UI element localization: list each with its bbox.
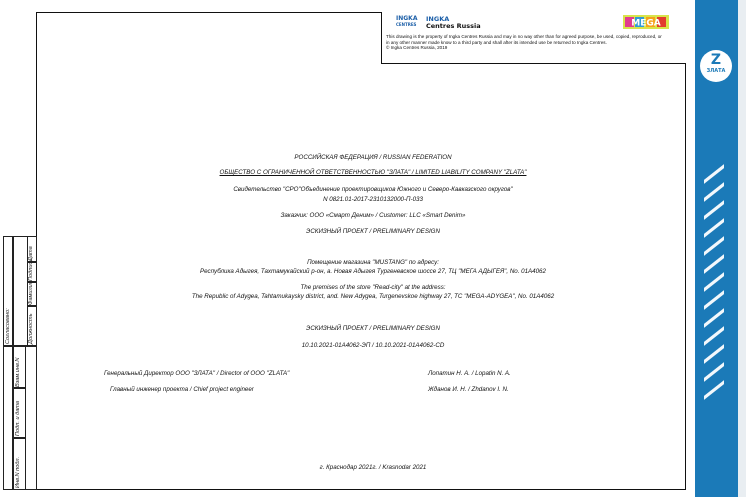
logo-text: CENTRES <box>396 22 417 27</box>
zlata-logo <box>700 50 732 82</box>
premises-en-title: The premises of the store "Read-city" at the address: <box>300 284 446 291</box>
stamp-col-position: Должность <box>28 313 34 344</box>
signature-name: Жданов И. Н. / Zhdanov I. N. <box>428 386 509 393</box>
mega-logo <box>623 15 669 29</box>
notice-text <box>386 34 683 51</box>
brand-strip-edge <box>738 0 746 497</box>
zlata-logo-text: ЗЛАТА <box>706 68 726 74</box>
stamp-col-sign: Подпись <box>28 258 34 281</box>
stamp-inv-orig: Инв.N подл. <box>15 456 21 488</box>
document-codes: 10.10.2021-01A4062-ЭП / 10.10.2021-01A4062-CD <box>301 342 445 349</box>
signature-role: Генеральный Директор ООО "ЗЛАТА" / Director of OOO "ZLATA" <box>104 370 290 377</box>
country-line: РОССИЙСКАЯ ФЕДЕРАЦИЯ / RUSSIAN FEDERATION <box>294 154 452 161</box>
certificate-number: N 0821.01-2017-2310132000-П-033 <box>323 196 423 203</box>
design-stage: ЭСКИЗНЫЙ ПРОЕКТ / PRELIMINARY DESIGN <box>306 228 440 235</box>
ingka-centres-russia-logo <box>426 16 481 30</box>
design-stage-2: ЭСКИЗНЫЙ ПРОЕКТ / PRELIMINARY DESIGN <box>306 325 440 332</box>
drawing-frame <box>36 12 686 490</box>
logo-text: INGKA <box>426 15 450 23</box>
stamp-agreed: Согласовано: <box>5 308 11 344</box>
premises-ru-title: Помещение магазина "MUSTANG" по адресу: <box>307 259 439 266</box>
zlata-logo-mark: Z <box>710 52 722 68</box>
copyright-notice-box <box>381 12 686 64</box>
premises-ru-address: Республика Адыгея, Тахтамукайский р-он, а. Новая Адыгея Тургеневское шоссе 27, ТЦ "МЕГА АДЫГЕЯ", No. 01A4062 <box>200 268 546 275</box>
stamp-inv-replace: Взам.инв.N <box>15 357 21 387</box>
mega-logo-text: MEGA <box>631 18 661 29</box>
signature-role: Главный инженер проекта / Chief project engineer <box>110 386 254 393</box>
logo-text: INGKA <box>396 15 418 22</box>
logo-text: Centres Russia <box>426 22 481 30</box>
notice-line: This drawing is the property of Ingka Centres Russia and may in no way other than for agreed purpose, be used, copied, reproduced, or <box>386 34 662 39</box>
company-name: ОБЩЕСТВО С ОГРАНИЧЕННОЙ ОТВЕТСТВЕННОСТЬЮ "ЗЛАТА" / LIMITED LIABILITY COMPANY "ZLATA" <box>219 169 527 176</box>
ingka-centres-logo-small <box>396 16 417 28</box>
stamp-sign-date: Подп. и дата <box>15 400 21 436</box>
certificate-line: Свидетельство "СРО"Объединение проектировщиков Южного и Северо-Кавказского округов" <box>233 186 513 193</box>
premises-en-address: The Republic of Adygea, Tahtamukaysky district, and. New Adygea, Turgenevskoe highway 27, TC "MEGA-ADYGEA", No. 01A4062 <box>191 293 555 300</box>
notice-line: in any other manner made know to a third party and shall after its intended use be returned to Ingka Centres. <box>386 39 607 45</box>
stamp-col-date: Дата <box>28 246 34 261</box>
stamp-col-name: Фамилия <box>28 281 34 305</box>
city-year: г. Краснодар 2021г. / Krasnodar 2021 <box>319 464 427 471</box>
customer-line: Заказчик: ООО «Смарт Деним» / Customer: LLC «Smart Denim» <box>280 212 466 219</box>
signature-name: Лопатин Н. А. / Lopatin N. A. <box>428 370 511 377</box>
notice-line: © Ingka Centres Russia, 2019 <box>386 45 448 51</box>
